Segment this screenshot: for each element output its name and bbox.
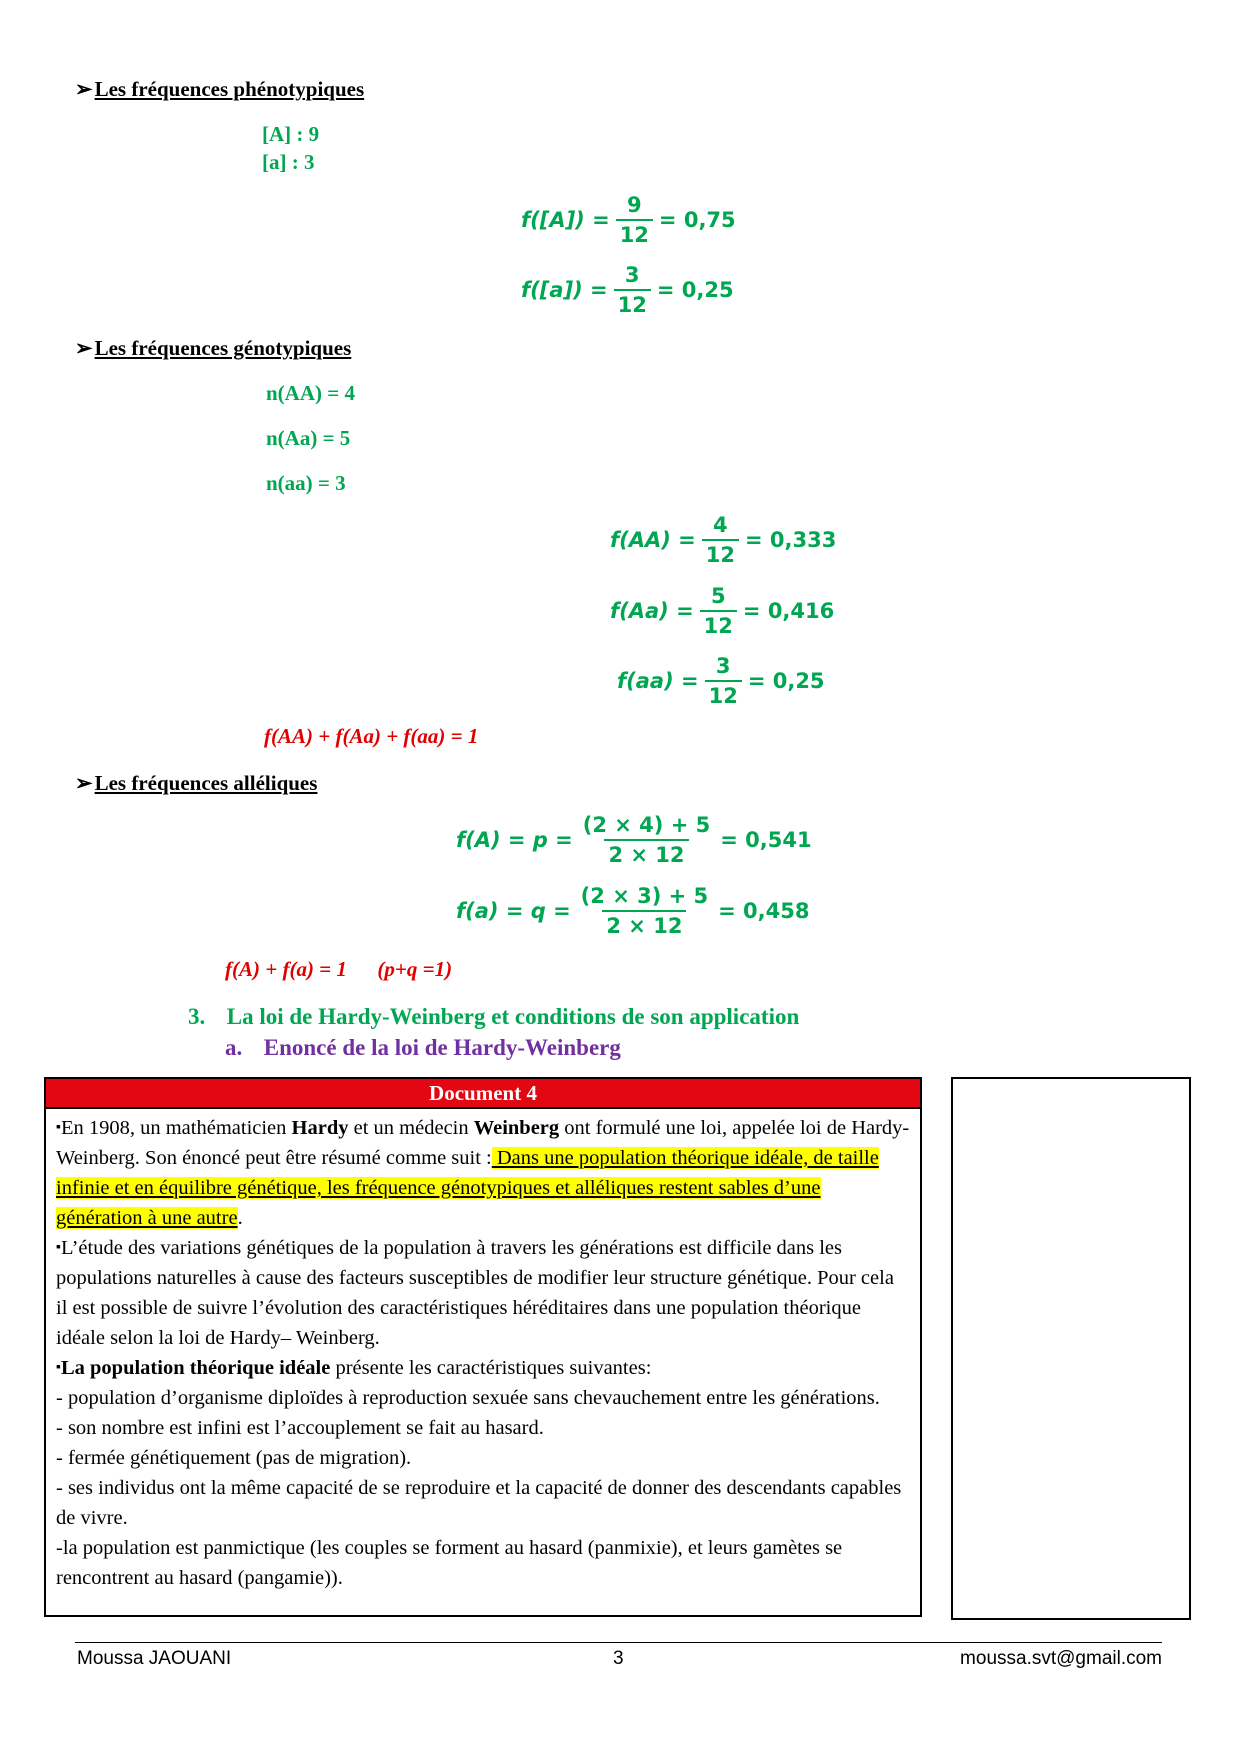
formula-freq-a-pheno (521, 263, 734, 317)
formula-num: 5 (710, 584, 726, 608)
outline-subtitle (225, 1035, 621, 1061)
outline-title (188, 1004, 799, 1030)
doc-list-item: - ses individus ont la même capacité de se reproduire et la capacité de donner des descendants capables de vivre. (56, 1477, 902, 1529)
doc-paragraph-2 (56, 1233, 910, 1353)
formula-lhs: f(a) = q = (456, 899, 571, 923)
doc-list-item: - son nombre est infini est l’accouplement se fait au hasard. (56, 1417, 544, 1439)
arrow-icon: ➢ (75, 336, 93, 360)
allele-sum (225, 957, 452, 982)
doc-text: . (237, 1207, 243, 1229)
doc-list-item: - population d’organisme diploïdes à reproduction sexuée sans chevauchement entre les générations. (56, 1387, 880, 1409)
formula-lhs: f(aa) = (617, 669, 699, 693)
formula-den: 12 (616, 219, 653, 247)
bullet-icon: ▪ (56, 1360, 61, 1375)
formula-num: 3 (715, 654, 731, 678)
formula-freq-AA (610, 513, 836, 567)
doc-text: et un médecin (348, 1117, 474, 1139)
geno-sum: f(AA) + f(Aa) + f(aa) = 1 (264, 724, 479, 748)
doc-text: En 1908, un mathématicien (60, 1117, 292, 1139)
outline-sub-letter: a. (225, 1035, 243, 1060)
heading-pheno (75, 77, 364, 102)
formula-num: (2 × 3) + 5 (580, 884, 709, 908)
formula-den: 12 (705, 680, 742, 708)
geno-count-aa: n(aa) = 3 (266, 471, 346, 495)
doc-list-item: -la population est panmictique (les couples se forment au hasard (panmixie), et leurs gamètes se rencontrent au hasard (pangamie)). (56, 1537, 843, 1589)
pheno-count-A: [A] : 9 (262, 122, 320, 146)
formula-den: 2 × 12 (602, 910, 686, 938)
doc-paragraph-1 (56, 1113, 910, 1233)
document-content (46, 1109, 920, 1593)
formula-lhs: f(Aa) = (610, 599, 694, 623)
formula-freq-a-allele (456, 884, 809, 938)
allele-sum-text: f(A) + f(a) = 1 (225, 957, 347, 981)
formula-lhs: f([a]) = (521, 278, 608, 302)
outline-sub-title: Enoncé de la loi de Hardy-Weinberg (263, 1035, 621, 1060)
formula-num: 3 (624, 263, 640, 287)
formula-rhs: = 0,25 (656, 278, 734, 302)
side-empty-box (951, 1077, 1191, 1620)
formula-lhs: f(A) = p = (456, 828, 573, 852)
bullet-icon: ▪ (56, 1240, 61, 1255)
formula-rhs: = 0,25 (747, 669, 825, 693)
arrow-icon: ➢ (75, 771, 93, 795)
arrow-icon: ➢ (75, 77, 93, 101)
formula-lhs: f(AA) = (610, 528, 696, 552)
outline-title-text: La loi de Hardy-Weinberg et conditions de son application (226, 1004, 800, 1029)
formula-lhs: f([A]) = (521, 208, 610, 232)
heading-allele-text: Les fréquences alléliques (94, 771, 318, 795)
document-header: Document 4 (46, 1079, 920, 1109)
doc-text: L’étude des variations génétiques de la population à travers les générations est difficile dans les populations naturelles à cause des facteurs susceptibles de modifier leur structure génétique. Pour cela il est possible de suivre l’évolution des caractéristiques héréditaires dans une population théorique idéale selon la loi de Hardy– Weinberg. (56, 1237, 894, 1349)
footer-author: Moussa JAOUANI (77, 1648, 232, 1669)
formula-rhs: = 0,458 (718, 899, 810, 923)
doc-list-item: - fermée génétiquement (pas de migration). (56, 1447, 412, 1469)
doc-highlight: Dans une population théorique idéale, de taille infinie et en équilibre génétique, les fréquence génotypiques et alléliques restent sables d’une génération à une autre (56, 1147, 879, 1229)
bullet-icon: ▪ (56, 1120, 61, 1135)
heading-geno-text: Les fréquences génotypiques (94, 336, 352, 360)
footer-page-number: 3 (613, 1648, 624, 1669)
doc-bold-population: La population théorique idéale (60, 1357, 331, 1379)
formula-rhs: = 0,75 (658, 208, 736, 232)
doc-text: ont formulé une loi, appelée loi de Hardy-Weinberg. Son énoncé peut être résumé comme suit : (56, 1117, 910, 1169)
allele-sum-pq: (p+q =1) (377, 957, 453, 981)
outline-num: 3. (188, 1004, 206, 1029)
formula-freq-A-allele (456, 813, 812, 867)
doc-bold-hardy: Hardy (291, 1117, 349, 1139)
formula-rhs: = 0,541 (720, 828, 812, 852)
formula-den: 12 (702, 539, 739, 567)
doc-bold-weinberg: Weinberg (473, 1117, 560, 1139)
geno-count-Aa: n(Aa) = 5 (266, 426, 351, 450)
formula-freq-Aa (610, 584, 834, 638)
formula-freq-A-pheno (521, 193, 736, 247)
formula-num: (2 × 4) + 5 (582, 813, 711, 837)
formula-den: 12 (614, 289, 651, 317)
heading-allele (75, 771, 317, 796)
formula-rhs: = 0,333 (744, 528, 837, 552)
formula-rhs: = 0,416 (742, 599, 835, 623)
formula-den: 2 × 12 (604, 839, 688, 867)
footer-divider (75, 1642, 1162, 1643)
heading-geno (75, 336, 351, 361)
geno-count-AA: n(AA) = 4 (266, 381, 355, 405)
doc-paragraph-3 (56, 1353, 910, 1383)
footer-email: moussa.svt@gmail.com (960, 1648, 1162, 1669)
doc-text: présente les caractéristiques suivantes: (330, 1357, 652, 1379)
pheno-count-a: [a] : 3 (262, 150, 315, 174)
heading-pheno-text: Les fréquences phénotypiques (94, 77, 365, 101)
formula-freq-aa (617, 654, 825, 708)
document-box (44, 1077, 922, 1617)
formula-num: 9 (626, 193, 642, 217)
formula-den: 12 (700, 610, 737, 638)
formula-num: 4 (713, 513, 728, 537)
